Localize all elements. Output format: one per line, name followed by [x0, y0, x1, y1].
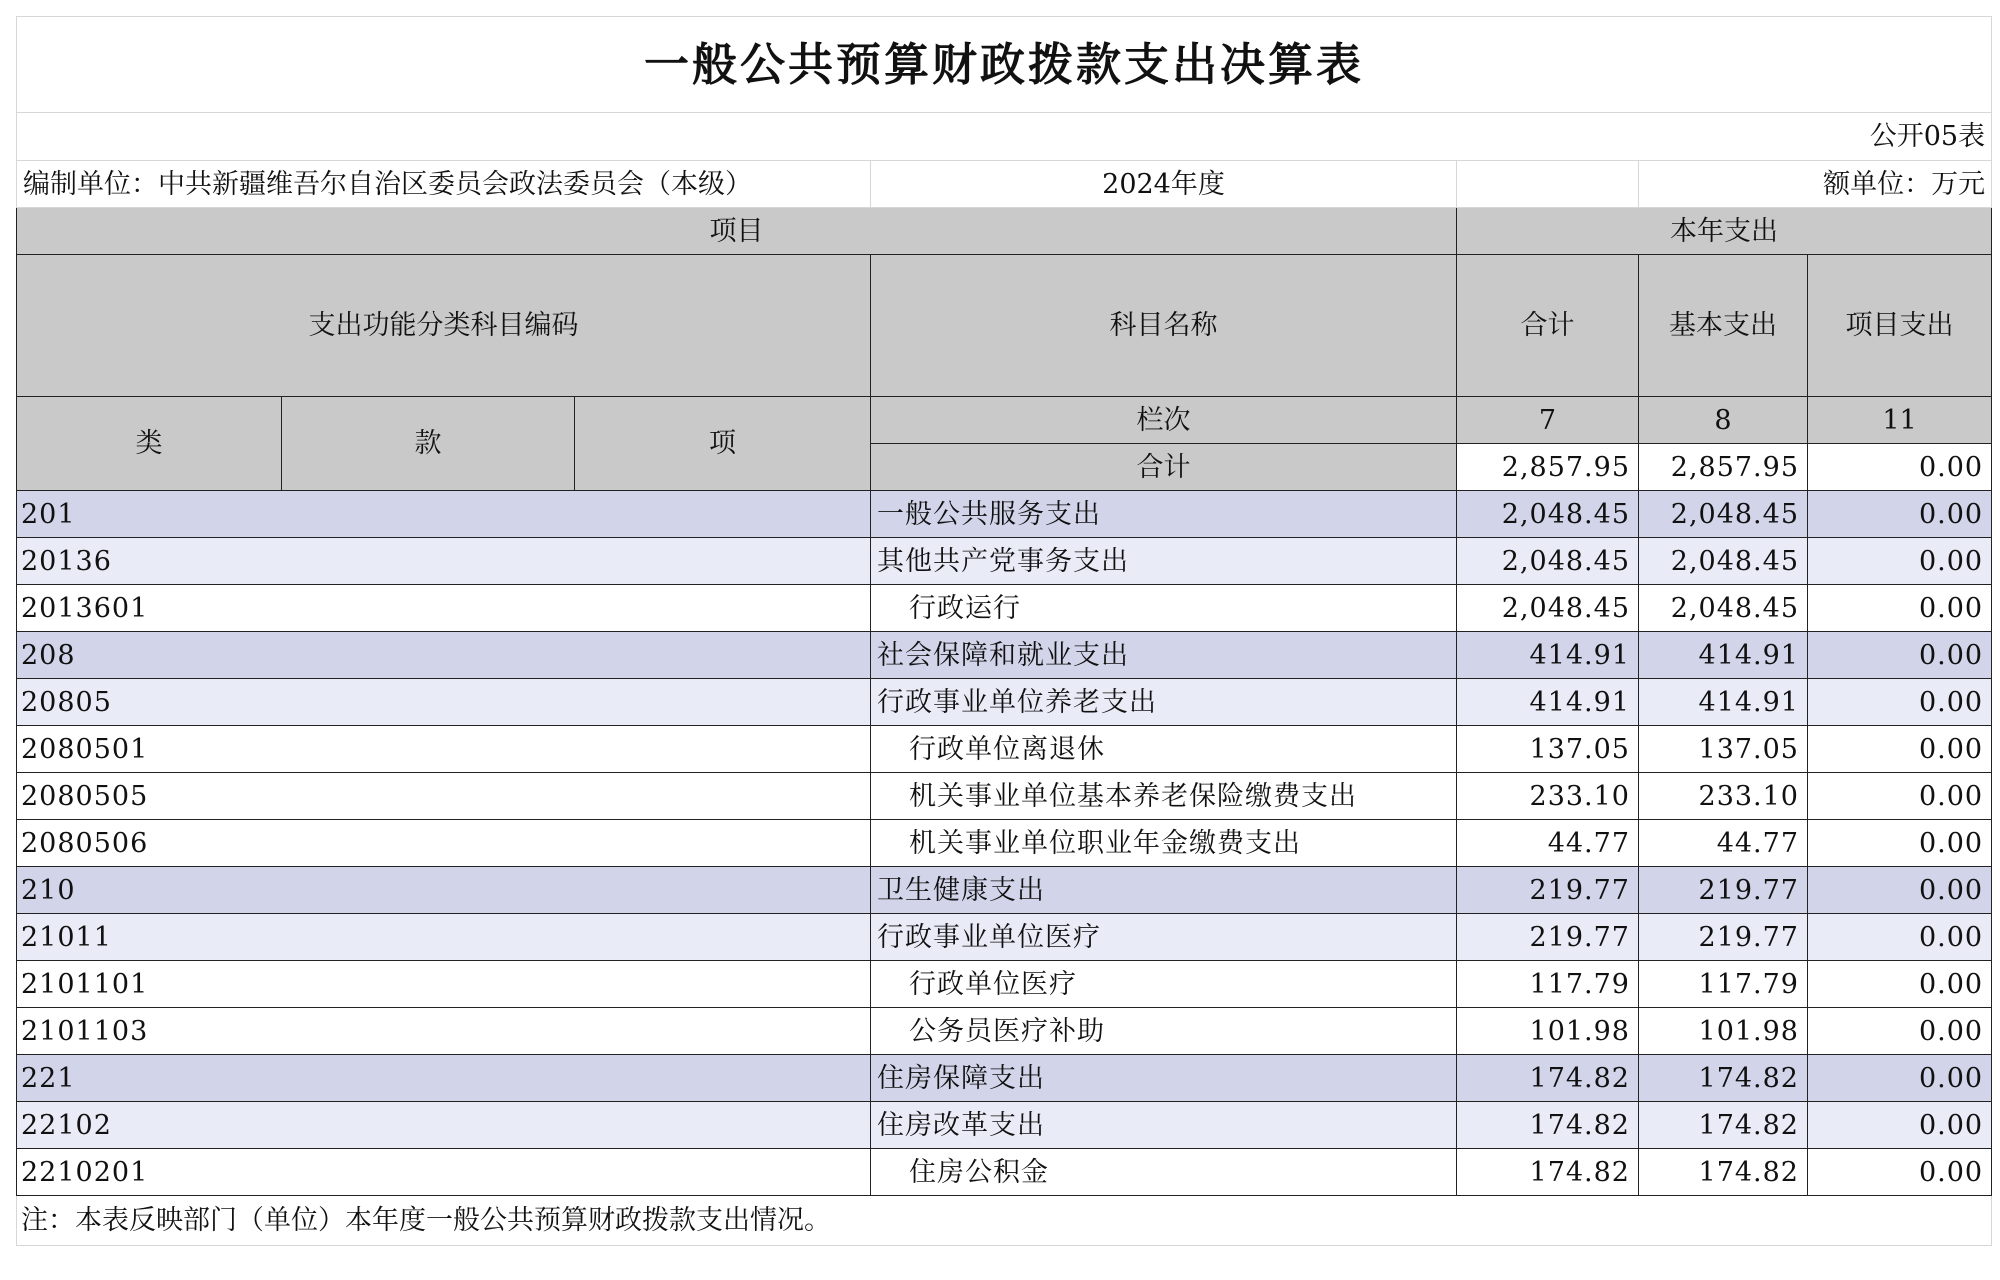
table-row [17, 491, 1992, 538]
row-subject-name: 住房公积金 [871, 1149, 1457, 1196]
table-row [17, 1008, 1992, 1055]
row-total: 174.82 [1457, 1149, 1639, 1196]
row-total: 2,048.45 [1457, 491, 1639, 538]
table-row [17, 1149, 1992, 1196]
row-code: 20805 [17, 679, 871, 726]
row-total: 174.82 [1457, 1102, 1639, 1149]
row-code: 210 [17, 867, 871, 914]
row-subject-name: 行政事业单位养老支出 [871, 679, 1457, 726]
row-subject-name: 机关事业单位职业年金缴费支出 [871, 820, 1457, 867]
row-basic: 414.91 [1639, 679, 1808, 726]
row-code: 21011 [17, 914, 871, 961]
header-kuan: 款 [282, 397, 575, 491]
row-code: 2101103 [17, 1008, 871, 1055]
header-subject-name: 科目名称 [871, 255, 1457, 397]
table-row [17, 632, 1992, 679]
row-code: 208 [17, 632, 871, 679]
row-total: 219.77 [1457, 914, 1639, 961]
row-project: 0.00 [1808, 867, 1992, 914]
row-subject-name: 行政单位医疗 [871, 961, 1457, 1008]
row-code: 20136 [17, 538, 871, 585]
row-subject-name: 其他共产党事务支出 [871, 538, 1457, 585]
table-row [17, 961, 1992, 1008]
table-row [17, 914, 1992, 961]
table-row [17, 726, 1992, 773]
row-project: 0.00 [1808, 1102, 1992, 1149]
row-basic: 117.79 [1639, 961, 1808, 1008]
row-total: 233.10 [1457, 773, 1639, 820]
table-row [17, 773, 1992, 820]
fiscal-year: 2024年度 [871, 161, 1457, 208]
table-row [17, 1102, 1992, 1149]
row-project: 0.00 [1808, 491, 1992, 538]
row-basic: 414.91 [1639, 632, 1808, 679]
col-no-total: 7 [1457, 397, 1639, 444]
row-subject-name: 住房保障支出 [871, 1055, 1457, 1102]
table-row [17, 867, 1992, 914]
row-project: 0.00 [1808, 1149, 1992, 1196]
row-project: 0.00 [1808, 1008, 1992, 1055]
row-total: 137.05 [1457, 726, 1639, 773]
row-code: 2101101 [17, 961, 871, 1008]
header-project: 项目 [17, 208, 1457, 255]
header-category: 类 [17, 397, 282, 491]
row-project: 0.00 [1808, 820, 1992, 867]
header-current-year-expense: 本年支出 [1457, 208, 1992, 255]
row-total: 414.91 [1457, 679, 1639, 726]
row-subject-name: 社会保障和就业支出 [871, 632, 1457, 679]
table-row [17, 585, 1992, 632]
row-basic: 174.82 [1639, 1102, 1808, 1149]
row-project: 0.00 [1808, 538, 1992, 585]
row-basic: 233.10 [1639, 773, 1808, 820]
compiling-unit: 编制单位：中共新疆维吾尔自治区委员会政法委员会（本级） [17, 161, 871, 208]
table-row [17, 538, 1992, 585]
row-code: 2080506 [17, 820, 871, 867]
row-subject-name: 行政运行 [871, 585, 1457, 632]
row-total: 174.82 [1457, 1055, 1639, 1102]
row-total: 101.98 [1457, 1008, 1639, 1055]
row-basic: 174.82 [1639, 1149, 1808, 1196]
row-basic: 2,048.45 [1639, 491, 1808, 538]
row-project: 0.00 [1808, 773, 1992, 820]
row-total: 2,048.45 [1457, 585, 1639, 632]
row-basic: 219.77 [1639, 867, 1808, 914]
row-project: 0.00 [1808, 1055, 1992, 1102]
row-subject-name: 公务员医疗补助 [871, 1008, 1457, 1055]
row-subject-name: 行政事业单位医疗 [871, 914, 1457, 961]
page-title: 一般公共预算财政拨款支出决算表 [17, 17, 1992, 113]
row-basic: 137.05 [1639, 726, 1808, 773]
row-project: 0.00 [1808, 726, 1992, 773]
row-code: 22102 [17, 1102, 871, 1149]
header-column-no: 栏次 [871, 397, 1457, 444]
header-xiang: 项 [575, 397, 871, 491]
row-subject-name: 住房改革支出 [871, 1102, 1457, 1149]
row-basic: 2,048.45 [1639, 538, 1808, 585]
header-basic: 基本支出 [1639, 255, 1808, 397]
row-basic: 2,048.45 [1639, 585, 1808, 632]
row-subject-name: 一般公共服务支出 [871, 491, 1457, 538]
currency-unit: 额单位：万元 [1639, 161, 1992, 208]
row-total: 219.77 [1457, 867, 1639, 914]
row-total: 2,048.45 [1457, 538, 1639, 585]
footnote: 注：本表反映部门（单位）本年度一般公共预算财政拨款支出情况。 [17, 1196, 1992, 1246]
row-project: 0.00 [1808, 914, 1992, 961]
row-code: 2013601 [17, 585, 871, 632]
table-row [17, 679, 1992, 726]
table-row [17, 820, 1992, 867]
row-subject-name: 卫生健康支出 [871, 867, 1457, 914]
row-basic: 44.77 [1639, 820, 1808, 867]
col-no-basic: 8 [1639, 397, 1808, 444]
form-number: 公开05表 [17, 113, 1992, 161]
sum-basic: 2,857.95 [1639, 444, 1808, 491]
header-total: 合计 [1457, 255, 1639, 397]
col-no-project: 11 [1808, 397, 1992, 444]
sum-total: 2,857.95 [1457, 444, 1639, 491]
header-func-code: 支出功能分类科目编码 [17, 255, 871, 397]
expense-table [16, 16, 1992, 1246]
row-code: 2080501 [17, 726, 871, 773]
header-project-expense: 项目支出 [1808, 255, 1992, 397]
meta-empty-cell [1457, 161, 1639, 208]
row-code: 221 [17, 1055, 871, 1102]
row-total: 44.77 [1457, 820, 1639, 867]
row-code: 2210201 [17, 1149, 871, 1196]
table-row [17, 1055, 1992, 1102]
row-project: 0.00 [1808, 585, 1992, 632]
row-project: 0.00 [1808, 679, 1992, 726]
row-project: 0.00 [1808, 632, 1992, 679]
row-code: 2080505 [17, 773, 871, 820]
row-basic: 174.82 [1639, 1055, 1808, 1102]
row-code: 201 [17, 491, 871, 538]
row-subject-name: 机关事业单位基本养老保险缴费支出 [871, 773, 1457, 820]
row-total: 117.79 [1457, 961, 1639, 1008]
sum-label: 合计 [871, 444, 1457, 491]
row-basic: 101.98 [1639, 1008, 1808, 1055]
row-subject-name: 行政单位离退休 [871, 726, 1457, 773]
row-total: 414.91 [1457, 632, 1639, 679]
row-project: 0.00 [1808, 961, 1992, 1008]
sum-project: 0.00 [1808, 444, 1992, 491]
budget-sheet [16, 16, 1991, 1246]
row-basic: 219.77 [1639, 914, 1808, 961]
